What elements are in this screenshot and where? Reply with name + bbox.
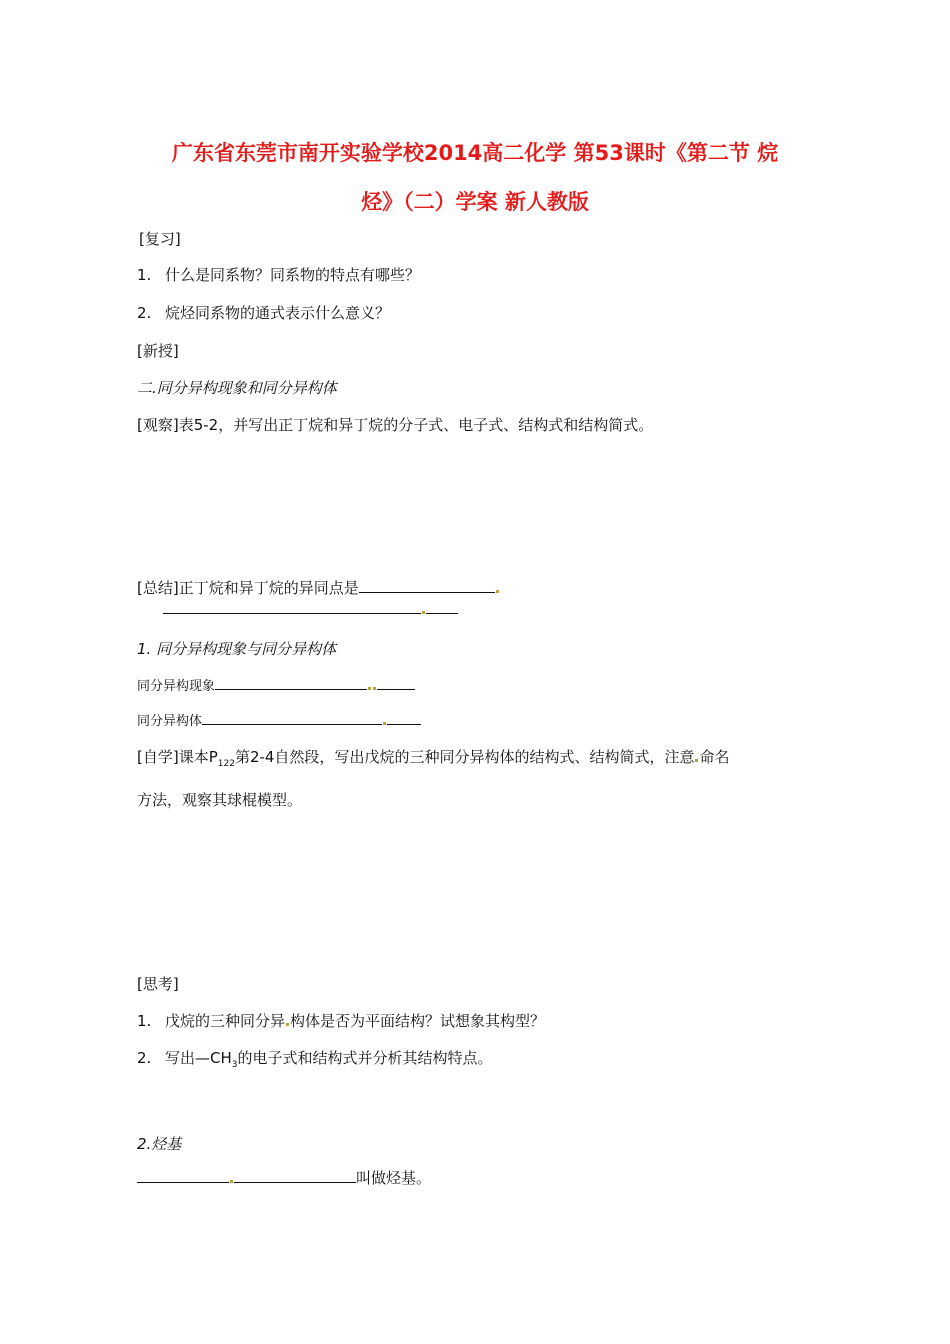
document-title-line-2: 烃》（二）学案 新人教版 — [361, 190, 589, 214]
self-study-text-a: [自学]课本P — [137, 748, 218, 766]
review-question-1-number: 1. — [137, 266, 152, 284]
summary-answer-blank-1[interactable] — [359, 578, 495, 593]
ch3-subscript: 3 — [231, 1060, 238, 1070]
review-heading: [复习] — [139, 230, 181, 248]
summary-line-2 — [163, 599, 458, 618]
think-question-2-text-b: 的电子式和结构式并分析其结构特点。 — [237, 1049, 493, 1067]
think-question-1-text-b: 构体是否为平面结构？试想象其构型？ — [290, 1012, 546, 1030]
phenomenon-answer-blank[interactable] — [215, 675, 367, 690]
mark-dot — [496, 590, 499, 593]
hydrocarbon-group-line — [137, 1167, 431, 1188]
think-question-2 — [137, 1047, 493, 1070]
phenomenon-answer-blank-tail[interactable] — [377, 675, 415, 690]
mark-dot — [373, 687, 376, 690]
new-lesson-heading: [新授] — [137, 342, 179, 360]
think-question-2-text-a: 写出—CH — [165, 1049, 232, 1067]
isomer-subsection-title: 1. 同分异构现象与同分异构体 — [137, 640, 337, 658]
hydrocarbon-group-title: 2.烃基 — [137, 1135, 182, 1153]
summary-answer-blank-3[interactable] — [426, 599, 458, 614]
mark-dot — [286, 1023, 289, 1026]
summary-text: [总结]正丁烷和异丁烷的异同点是 — [137, 579, 359, 597]
mark-dot — [422, 611, 425, 614]
isomer-line — [137, 710, 421, 729]
review-question-2 — [137, 302, 390, 323]
hydrocarbon-answer-blank-2[interactable] — [234, 1168, 356, 1183]
think-question-1 — [137, 1010, 545, 1031]
review-question-1-text: 什么是同系物？同系物的特点有哪些？ — [165, 266, 421, 284]
review-question-1 — [137, 264, 420, 285]
mark-dot — [695, 759, 698, 762]
isomer-label: 同分异构体 — [137, 714, 203, 729]
self-study-line-2: 方法，观察其球棍模型。 — [137, 791, 303, 809]
summary-line-1 — [137, 577, 500, 598]
summary-answer-blank-2[interactable] — [163, 599, 421, 614]
think-question-1-number: 1. — [137, 1012, 152, 1030]
hydrocarbon-group-text: 叫做烃基。 — [356, 1169, 432, 1187]
review-question-2-number: 2. — [137, 304, 152, 322]
self-study-text-c: 命名 — [699, 748, 730, 766]
isomer-answer-blank[interactable] — [202, 710, 382, 725]
self-study-line-1 — [137, 746, 729, 769]
mark-dot — [368, 687, 371, 690]
hydrocarbon-answer-blank-1[interactable] — [137, 1168, 229, 1183]
isomerism-section-title: 二.同分异构现象和同分异构体 — [137, 379, 337, 397]
review-question-2-text: 烷烃同系物的通式表示什么意义？ — [165, 304, 391, 322]
document-title-line-1: 广东省东莞市南开实验学校2014高二化学 第53课时《第二节 烷 — [171, 141, 779, 165]
phenomenon-line — [137, 675, 415, 694]
mark-dot — [230, 1180, 233, 1183]
think-heading: [思考] — [137, 975, 179, 993]
page-number-subscript: 122 — [217, 759, 235, 769]
phenomenon-label: 同分异构现象 — [137, 679, 216, 694]
think-question-1-text-a: 戊烷的三种同分异 — [165, 1012, 286, 1030]
think-question-2-number: 2. — [137, 1049, 152, 1067]
observe-instruction: [观察]表5-2，并写出正丁烷和异丁烷的分子式、电子式、结构式和结构简式。 — [137, 416, 654, 434]
self-study-text-b: 第2-4自然段，写出戊烷的三种同分异构体的结构式、结构简式，注意 — [234, 748, 695, 766]
mark-dot — [383, 722, 386, 725]
isomer-answer-blank-tail[interactable] — [387, 710, 421, 725]
